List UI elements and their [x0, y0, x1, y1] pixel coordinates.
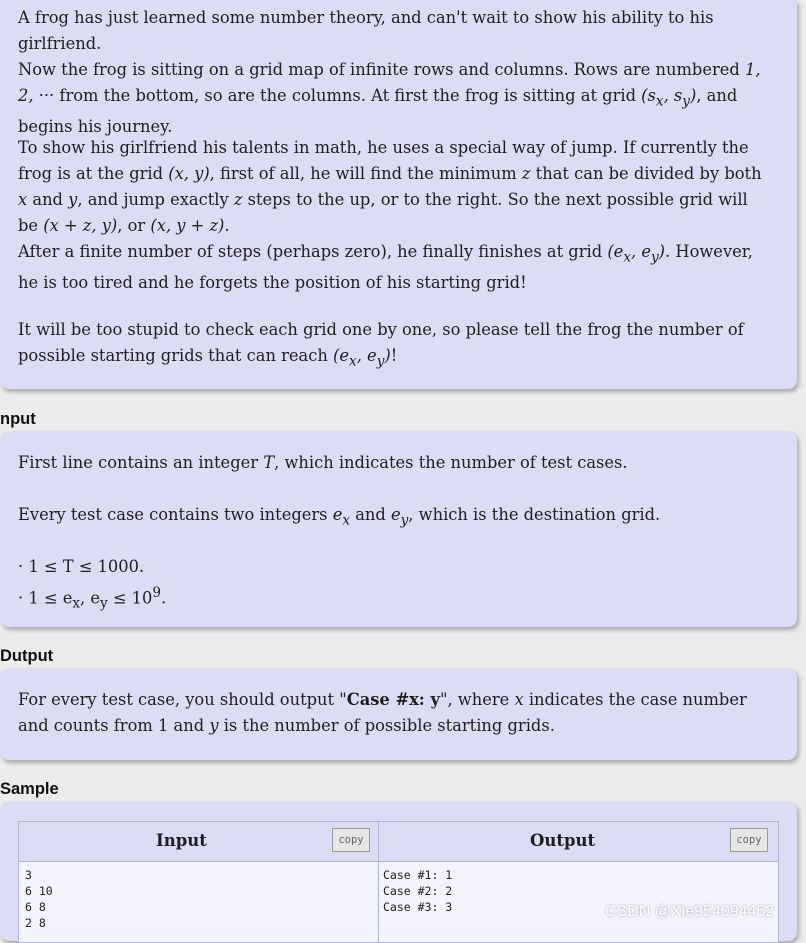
sample-input-text: 3 6 10 6 8 2 8 — [25, 868, 53, 930]
watermark: CSDN @Xie954094452 — [605, 903, 775, 920]
sample-input-header: Input — [156, 831, 207, 850]
description-paragraph-2: Now the frog is sitting on a grid map of infinite rows and columns. Rows are numbered 1, 2, ··· from the bottom, so are the columns. At first the frog is sitting at grid ($s_x$, $s_y$), and begins his journey. — [18, 60, 761, 137]
constraint-2: · $1 \le e_x$, $e_y \le 10^9$. — [18, 585, 167, 612]
input-heading: nput — [0, 410, 36, 428]
sample-table-header — [19, 822, 778, 862]
sample-output-header: Output — [530, 831, 596, 850]
sample-heading: Sample — [0, 780, 59, 798]
input-line-2: Every test case contains two integers $e_x$ and $e_y$, which is the destination grid. — [18, 505, 661, 529]
column-divider — [378, 822, 379, 942]
copy-input-button[interactable]: copy — [332, 828, 370, 852]
sample-table — [18, 821, 779, 943]
description-panel — [0, 0, 797, 389]
description-paragraph-3: To show his girlfriend his talents in math, he uses a special way of jump. If currently the frog is at the grid (x, y), first of all, he will find the minimum z that can be divided by both x and y, and jump exactly z steps to the up, or to the right. So the next possible grid will be (x + z, y), or (x, y + z). — [18, 138, 762, 235]
description-paragraph-1: A frog has just learned some number theory, and can't wait to show his ability to his girlfriend. — [18, 8, 714, 53]
constraint-1: · 1 ≤ T ≤ 1000. — [18, 557, 145, 576]
sample-output-text: Case #1: 1 Case #2: 2 Case #3: 3 — [383, 868, 453, 914]
output-text: For every test case, you should output "Case #x: y", where x indicates the case number and counts from 1 and y is the number of possible starting grids. — [18, 690, 747, 735]
output-heading: Dutput — [0, 647, 54, 665]
input-line-1: First line contains an integer T, which indicates the number of test cases. — [18, 453, 628, 472]
output-panel — [0, 668, 797, 760]
input-panel — [0, 431, 797, 627]
description-paragraph-5: It will be too stupid to check each grid one by one, so please tell the frog the number of possible starting grids that can reach ($e_x$, $e_y$)! — [18, 320, 744, 370]
copy-output-button[interactable]: copy — [730, 828, 768, 852]
description-paragraph-4: After a finite number of steps (perhaps zero), he finally finishes at grid ($e_x$, $e_y$). However, he is too tired and he forgets the position of his starting grid! — [18, 242, 753, 293]
